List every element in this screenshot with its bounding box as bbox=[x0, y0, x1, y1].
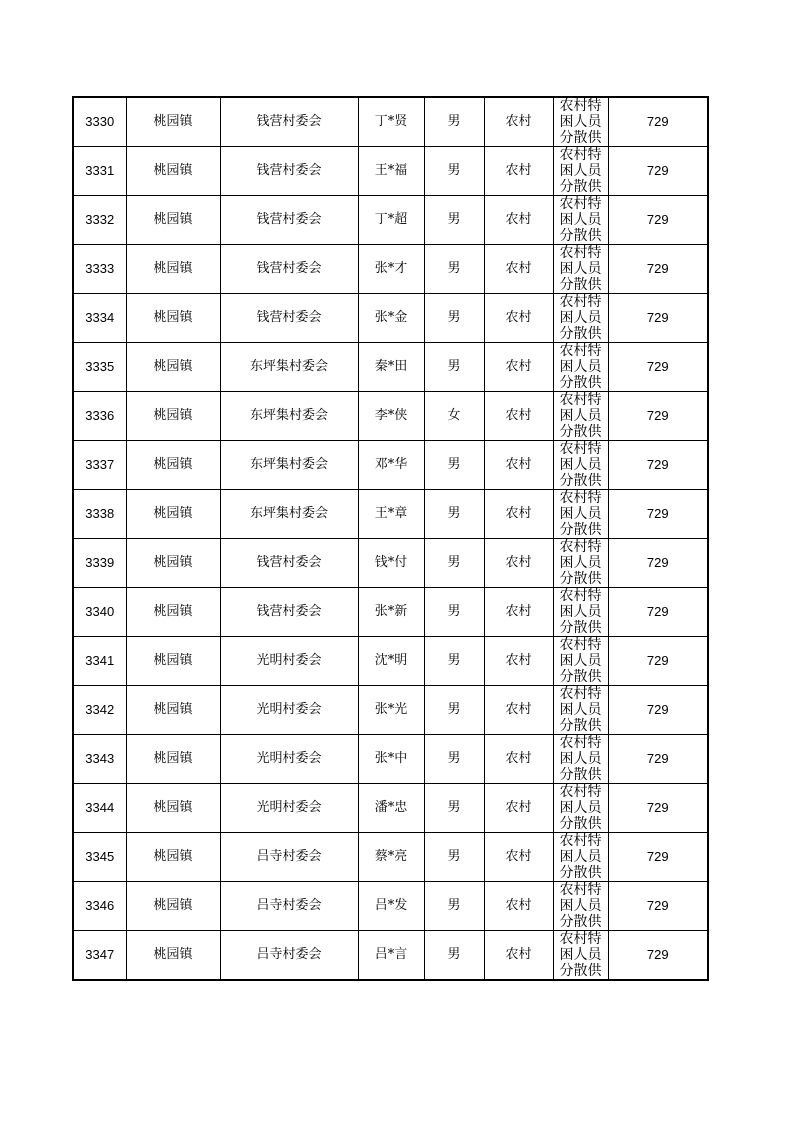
gender-cell: 男 bbox=[424, 539, 484, 588]
category-cell bbox=[553, 490, 608, 539]
table-row bbox=[73, 441, 708, 490]
amount-cell: 729 bbox=[608, 539, 708, 588]
gender-cell: 男 bbox=[424, 147, 484, 196]
person-name-cell: 张*金 bbox=[358, 294, 424, 343]
area-cell: 农村 bbox=[484, 735, 553, 784]
gender-cell: 男 bbox=[424, 245, 484, 294]
amount-cell: 729 bbox=[608, 882, 708, 931]
row-id-cell: 3340 bbox=[73, 588, 126, 637]
gender-cell: 女 bbox=[424, 392, 484, 441]
person-name-cell: 张*才 bbox=[358, 245, 424, 294]
beneficiary-table bbox=[72, 96, 709, 981]
amount-cell: 729 bbox=[608, 686, 708, 735]
category-text: 农村特困人员分散供 bbox=[559, 833, 602, 881]
area-cell: 农村 bbox=[484, 441, 553, 490]
category-cell bbox=[553, 392, 608, 441]
row-id-cell: 3333 bbox=[73, 245, 126, 294]
row-id-cell: 3343 bbox=[73, 735, 126, 784]
category-text: 农村特困人员分散供 bbox=[559, 686, 602, 734]
area-cell: 农村 bbox=[484, 97, 553, 147]
category-text: 农村特困人员分散供 bbox=[559, 637, 602, 685]
amount-cell: 729 bbox=[608, 147, 708, 196]
person-name-cell: 张*光 bbox=[358, 686, 424, 735]
category-cell bbox=[553, 686, 608, 735]
table-row bbox=[73, 931, 708, 981]
amount-cell: 729 bbox=[608, 343, 708, 392]
town-cell: 桃园镇 bbox=[126, 490, 220, 539]
table-row bbox=[73, 245, 708, 294]
gender-cell: 男 bbox=[424, 294, 484, 343]
town-cell: 桃园镇 bbox=[126, 392, 220, 441]
category-cell bbox=[553, 735, 608, 784]
row-id-cell: 3332 bbox=[73, 196, 126, 245]
category-cell bbox=[553, 882, 608, 931]
person-name-cell: 张*中 bbox=[358, 735, 424, 784]
table-row bbox=[73, 735, 708, 784]
gender-cell: 男 bbox=[424, 833, 484, 882]
area-cell: 农村 bbox=[484, 294, 553, 343]
table-row bbox=[73, 343, 708, 392]
category-cell bbox=[553, 245, 608, 294]
area-cell: 农村 bbox=[484, 490, 553, 539]
category-text: 农村特困人员分散供 bbox=[559, 245, 602, 293]
gender-cell: 男 bbox=[424, 97, 484, 147]
category-cell bbox=[553, 97, 608, 147]
row-id-cell: 3336 bbox=[73, 392, 126, 441]
village-cell: 光明村委会 bbox=[220, 784, 358, 833]
table-row bbox=[73, 833, 708, 882]
gender-cell: 男 bbox=[424, 588, 484, 637]
amount-cell: 729 bbox=[608, 931, 708, 981]
gender-cell: 男 bbox=[424, 490, 484, 539]
amount-cell: 729 bbox=[608, 245, 708, 294]
amount-cell: 729 bbox=[608, 294, 708, 343]
category-text: 农村特困人员分散供 bbox=[559, 735, 602, 783]
category-text: 农村特困人员分散供 bbox=[559, 196, 602, 244]
area-cell: 农村 bbox=[484, 343, 553, 392]
row-id-cell: 3345 bbox=[73, 833, 126, 882]
village-cell: 钱营村委会 bbox=[220, 97, 358, 147]
gender-cell: 男 bbox=[424, 637, 484, 686]
category-cell bbox=[553, 294, 608, 343]
table-row bbox=[73, 784, 708, 833]
category-text: 农村特困人员分散供 bbox=[559, 294, 602, 342]
row-id-cell: 3344 bbox=[73, 784, 126, 833]
category-text: 农村特困人员分散供 bbox=[559, 539, 602, 587]
table-row bbox=[73, 686, 708, 735]
village-cell: 钱营村委会 bbox=[220, 294, 358, 343]
row-id-cell: 3330 bbox=[73, 97, 126, 147]
category-text: 农村特困人员分散供 bbox=[559, 784, 602, 832]
category-cell bbox=[553, 931, 608, 981]
gender-cell: 男 bbox=[424, 343, 484, 392]
gender-cell: 男 bbox=[424, 686, 484, 735]
person-name-cell: 李*侠 bbox=[358, 392, 424, 441]
village-cell: 光明村委会 bbox=[220, 686, 358, 735]
amount-cell: 729 bbox=[608, 784, 708, 833]
person-name-cell: 潘*忠 bbox=[358, 784, 424, 833]
area-cell: 农村 bbox=[484, 686, 553, 735]
village-cell: 东坪集村委会 bbox=[220, 343, 358, 392]
row-id-cell: 3334 bbox=[73, 294, 126, 343]
row-id-cell: 3339 bbox=[73, 539, 126, 588]
village-cell: 吕寺村委会 bbox=[220, 882, 358, 931]
table-row bbox=[73, 539, 708, 588]
town-cell: 桃园镇 bbox=[126, 245, 220, 294]
gender-cell: 男 bbox=[424, 784, 484, 833]
table-row bbox=[73, 294, 708, 343]
row-id-cell: 3346 bbox=[73, 882, 126, 931]
person-name-cell: 吕*言 bbox=[358, 931, 424, 981]
village-cell: 钱营村委会 bbox=[220, 196, 358, 245]
town-cell: 桃园镇 bbox=[126, 343, 220, 392]
area-cell: 农村 bbox=[484, 245, 553, 294]
village-cell: 钱营村委会 bbox=[220, 588, 358, 637]
person-name-cell: 钱*付 bbox=[358, 539, 424, 588]
amount-cell: 729 bbox=[608, 392, 708, 441]
table-row bbox=[73, 637, 708, 686]
row-id-cell: 3335 bbox=[73, 343, 126, 392]
gender-cell: 男 bbox=[424, 735, 484, 784]
row-id-cell: 3341 bbox=[73, 637, 126, 686]
row-id-cell: 3338 bbox=[73, 490, 126, 539]
gender-cell: 男 bbox=[424, 931, 484, 981]
town-cell: 桃园镇 bbox=[126, 784, 220, 833]
town-cell: 桃园镇 bbox=[126, 686, 220, 735]
category-text: 农村特困人员分散供 bbox=[559, 931, 602, 979]
amount-cell: 729 bbox=[608, 441, 708, 490]
table-row bbox=[73, 882, 708, 931]
category-text: 农村特困人员分散供 bbox=[559, 588, 602, 636]
category-cell bbox=[553, 196, 608, 245]
person-name-cell: 秦*田 bbox=[358, 343, 424, 392]
category-text: 农村特困人员分散供 bbox=[559, 392, 602, 440]
village-cell: 吕寺村委会 bbox=[220, 931, 358, 981]
village-cell: 钱营村委会 bbox=[220, 147, 358, 196]
person-name-cell: 吕*发 bbox=[358, 882, 424, 931]
category-text: 农村特困人员分散供 bbox=[559, 490, 602, 538]
area-cell: 农村 bbox=[484, 833, 553, 882]
area-cell: 农村 bbox=[484, 392, 553, 441]
gender-cell: 男 bbox=[424, 882, 484, 931]
person-name-cell: 王*福 bbox=[358, 147, 424, 196]
amount-cell: 729 bbox=[608, 637, 708, 686]
amount-cell: 729 bbox=[608, 97, 708, 147]
person-name-cell: 丁*超 bbox=[358, 196, 424, 245]
village-cell: 钱营村委会 bbox=[220, 539, 358, 588]
row-id-cell: 3331 bbox=[73, 147, 126, 196]
area-cell: 农村 bbox=[484, 196, 553, 245]
town-cell: 桃园镇 bbox=[126, 196, 220, 245]
amount-cell: 729 bbox=[608, 490, 708, 539]
village-cell: 钱营村委会 bbox=[220, 245, 358, 294]
town-cell: 桃园镇 bbox=[126, 97, 220, 147]
town-cell: 桃园镇 bbox=[126, 147, 220, 196]
town-cell: 桃园镇 bbox=[126, 539, 220, 588]
village-cell: 东坪集村委会 bbox=[220, 490, 358, 539]
area-cell: 农村 bbox=[484, 882, 553, 931]
town-cell: 桃园镇 bbox=[126, 441, 220, 490]
table-row bbox=[73, 392, 708, 441]
town-cell: 桃园镇 bbox=[126, 294, 220, 343]
category-text: 农村特困人员分散供 bbox=[559, 147, 602, 195]
amount-cell: 729 bbox=[608, 588, 708, 637]
category-text: 农村特困人员分散供 bbox=[559, 441, 602, 489]
person-name-cell: 沈*明 bbox=[358, 637, 424, 686]
amount-cell: 729 bbox=[608, 833, 708, 882]
row-id-cell: 3347 bbox=[73, 931, 126, 981]
town-cell: 桃园镇 bbox=[126, 637, 220, 686]
amount-cell: 729 bbox=[608, 196, 708, 245]
village-cell: 光明村委会 bbox=[220, 637, 358, 686]
category-text: 农村特困人员分散供 bbox=[559, 882, 602, 930]
category-cell bbox=[553, 833, 608, 882]
village-cell: 吕寺村委会 bbox=[220, 833, 358, 882]
person-name-cell: 丁*贤 bbox=[358, 97, 424, 147]
person-name-cell: 王*章 bbox=[358, 490, 424, 539]
table-row bbox=[73, 147, 708, 196]
gender-cell: 男 bbox=[424, 441, 484, 490]
category-text: 农村特困人员分散供 bbox=[559, 98, 602, 146]
table-row bbox=[73, 196, 708, 245]
category-text: 农村特困人员分散供 bbox=[559, 343, 602, 391]
category-cell bbox=[553, 637, 608, 686]
gender-cell: 男 bbox=[424, 196, 484, 245]
category-cell bbox=[553, 147, 608, 196]
category-cell bbox=[553, 343, 608, 392]
category-cell bbox=[553, 784, 608, 833]
area-cell: 农村 bbox=[484, 784, 553, 833]
area-cell: 农村 bbox=[484, 588, 553, 637]
village-cell: 东坪集村委会 bbox=[220, 441, 358, 490]
amount-cell: 729 bbox=[608, 735, 708, 784]
table-row bbox=[73, 588, 708, 637]
town-cell: 桃园镇 bbox=[126, 735, 220, 784]
table-row bbox=[73, 490, 708, 539]
person-name-cell: 张*新 bbox=[358, 588, 424, 637]
table-row bbox=[73, 97, 708, 147]
row-id-cell: 3342 bbox=[73, 686, 126, 735]
area-cell: 农村 bbox=[484, 539, 553, 588]
town-cell: 桃园镇 bbox=[126, 931, 220, 981]
area-cell: 农村 bbox=[484, 931, 553, 981]
area-cell: 农村 bbox=[484, 637, 553, 686]
category-cell bbox=[553, 441, 608, 490]
category-cell bbox=[553, 539, 608, 588]
row-id-cell: 3337 bbox=[73, 441, 126, 490]
town-cell: 桃园镇 bbox=[126, 882, 220, 931]
person-name-cell: 邓*华 bbox=[358, 441, 424, 490]
category-cell bbox=[553, 588, 608, 637]
village-cell: 光明村委会 bbox=[220, 735, 358, 784]
village-cell: 东坪集村委会 bbox=[220, 392, 358, 441]
town-cell: 桃园镇 bbox=[126, 588, 220, 637]
area-cell: 农村 bbox=[484, 147, 553, 196]
person-name-cell: 蔡*亮 bbox=[358, 833, 424, 882]
town-cell: 桃园镇 bbox=[126, 833, 220, 882]
